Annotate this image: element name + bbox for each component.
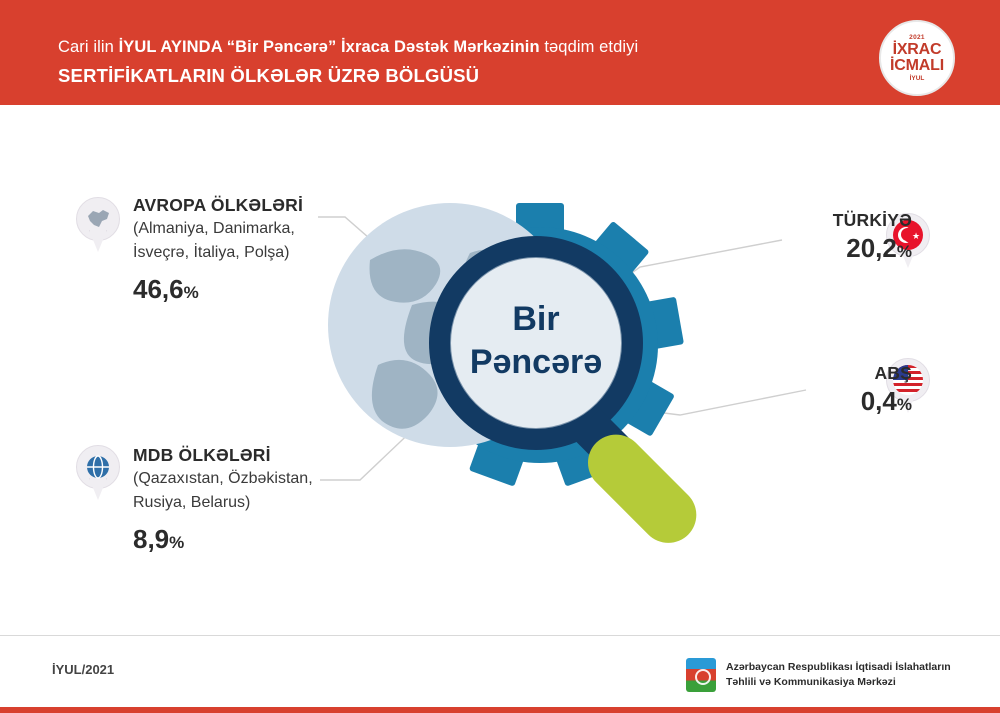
callout-europe-value bbox=[133, 274, 303, 305]
callout-europe-number: 46,6 bbox=[133, 273, 184, 304]
footer-org-line-1: Azərbaycan Respublikası İqtisadi İslahatların bbox=[726, 660, 951, 673]
callout-turkey-unit: % bbox=[896, 242, 912, 261]
center-label-line1: Bir bbox=[512, 300, 560, 338]
footer bbox=[0, 635, 1000, 713]
badge-year-top: 2021 bbox=[909, 33, 925, 41]
callout-usa-unit: % bbox=[896, 395, 912, 414]
callout-usa-number: 0,4 bbox=[860, 386, 897, 416]
azerbaijan-emblem-icon bbox=[686, 658, 716, 692]
header-title bbox=[58, 36, 638, 90]
callout-usa bbox=[861, 363, 912, 417]
callout-cis-value bbox=[133, 524, 313, 555]
callout-europe-sub-2: İsveçrə, İtaliya, Polşa) bbox=[133, 243, 290, 261]
callout-cis-number: 8,9 bbox=[133, 523, 170, 554]
callout-turkey-title: TÜRKİYƏ bbox=[832, 210, 912, 230]
header-line1-prefix: Cari ilin bbox=[58, 38, 119, 56]
header-banner bbox=[0, 0, 1000, 105]
footer-organization bbox=[686, 658, 951, 692]
callout-cis-sub-1: (Qazaxıstan, Özbəkistan, bbox=[133, 470, 313, 487]
globe-glyph bbox=[76, 445, 120, 489]
callout-europe-sub-1: (Almaniya, Danimarka, bbox=[133, 220, 295, 237]
callout-europe-title: AVROPA ÖLKƏLƏRİ bbox=[133, 195, 304, 215]
globe-gear-magnifier-artwork bbox=[300, 165, 770, 615]
header-line-1 bbox=[58, 36, 638, 60]
footer-org-line-2: Təhlili və Kommunikasiya Mərkəzi bbox=[726, 676, 896, 688]
callout-turkey-value bbox=[833, 233, 912, 264]
header-line-2: SERTİFİKATLARIN ÖLKƏLƏR ÜZRƏ BÖLGÜSÜ bbox=[58, 64, 480, 86]
bottom-accent-strip bbox=[0, 707, 1000, 713]
callout-cis-unit: % bbox=[169, 532, 185, 552]
footer-org-text bbox=[726, 660, 951, 690]
callout-turkey-number: 20,2 bbox=[846, 233, 897, 263]
badge-word-2: İCMALI bbox=[890, 57, 944, 74]
callout-europe-unit: % bbox=[183, 282, 199, 302]
callout-europe bbox=[133, 195, 303, 305]
turkey-flag-glyph: ★ bbox=[886, 213, 930, 257]
footer-date: İYUL/2021 bbox=[52, 662, 115, 677]
callout-cis-title: MDB ÖLKƏLƏRİ bbox=[133, 445, 271, 465]
callout-cis-sub-2: Rusiya, Belarus) bbox=[133, 493, 251, 511]
badge-seal bbox=[879, 20, 955, 96]
badge-year-bottom: İYUL bbox=[909, 75, 925, 83]
callout-cis bbox=[133, 445, 313, 555]
callout-turkey bbox=[833, 210, 912, 264]
infographic-canvas bbox=[0, 105, 1000, 635]
center-label-line2: Pəncərə bbox=[469, 343, 603, 381]
header-line1-suffix: təqdim etdiyi bbox=[539, 38, 639, 56]
callout-usa-value bbox=[861, 386, 912, 417]
map-pin-globe-icon bbox=[76, 445, 120, 503]
europe-map-glyph bbox=[76, 197, 120, 241]
badge-word-1: İXRAC bbox=[892, 40, 942, 58]
callout-usa-title: ABŞ bbox=[874, 363, 912, 383]
header-line1-bold: İYUL AYINDA “Bir Pəncərə” İxracа Dəstək Mərkəzinin bbox=[118, 38, 540, 56]
map-pin-europe-icon bbox=[76, 197, 120, 255]
